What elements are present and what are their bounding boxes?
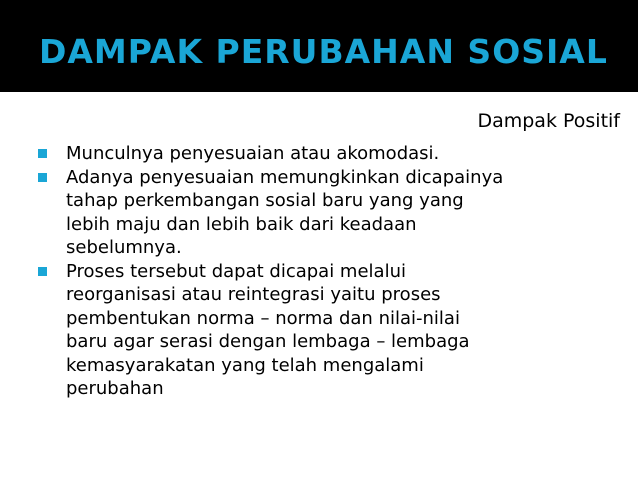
title-bar: [0, 0, 638, 92]
bullet-list: [14, 142, 614, 401]
square-bullet-icon: [38, 267, 47, 276]
bullet-line: baru agar serasi dengan lembaga – lembaga: [66, 331, 470, 352]
slide-title: DAMPAK PERUBAHAN SOSIAL: [39, 32, 608, 71]
bullet-line: reorganisasi atau reintegrasi yaitu proses: [66, 284, 441, 305]
bullet-line: perubahan: [66, 378, 164, 399]
bullet-line: sebelumnya.: [66, 237, 182, 258]
slide-subtitle: Dampak Positif: [477, 110, 620, 132]
square-bullet-icon: [38, 149, 47, 158]
bullet-line: lebih maju dan lebih baik dari keadaan: [66, 213, 417, 235]
bullet-item: [14, 142, 614, 166]
bullet-line: kemasyarakatan yang telah mengalami: [66, 354, 424, 376]
bullet-line: Proses tersebut dapat dicapai melalui: [66, 260, 406, 282]
bullet-line: tahap perkembangan sosial baru yang yang: [66, 190, 464, 211]
bullet-line: pembentukan norma – norma dan nilai-nilai: [66, 307, 460, 329]
bullet-line: Munculnya penyesuaian atau akomodasi.: [66, 143, 440, 164]
bullet-item: [14, 166, 614, 260]
square-bullet-icon: [38, 173, 47, 182]
bullet-line: Adanya penyesuaian memungkinkan dicapainya: [66, 166, 504, 188]
bullet-item: [14, 260, 614, 401]
